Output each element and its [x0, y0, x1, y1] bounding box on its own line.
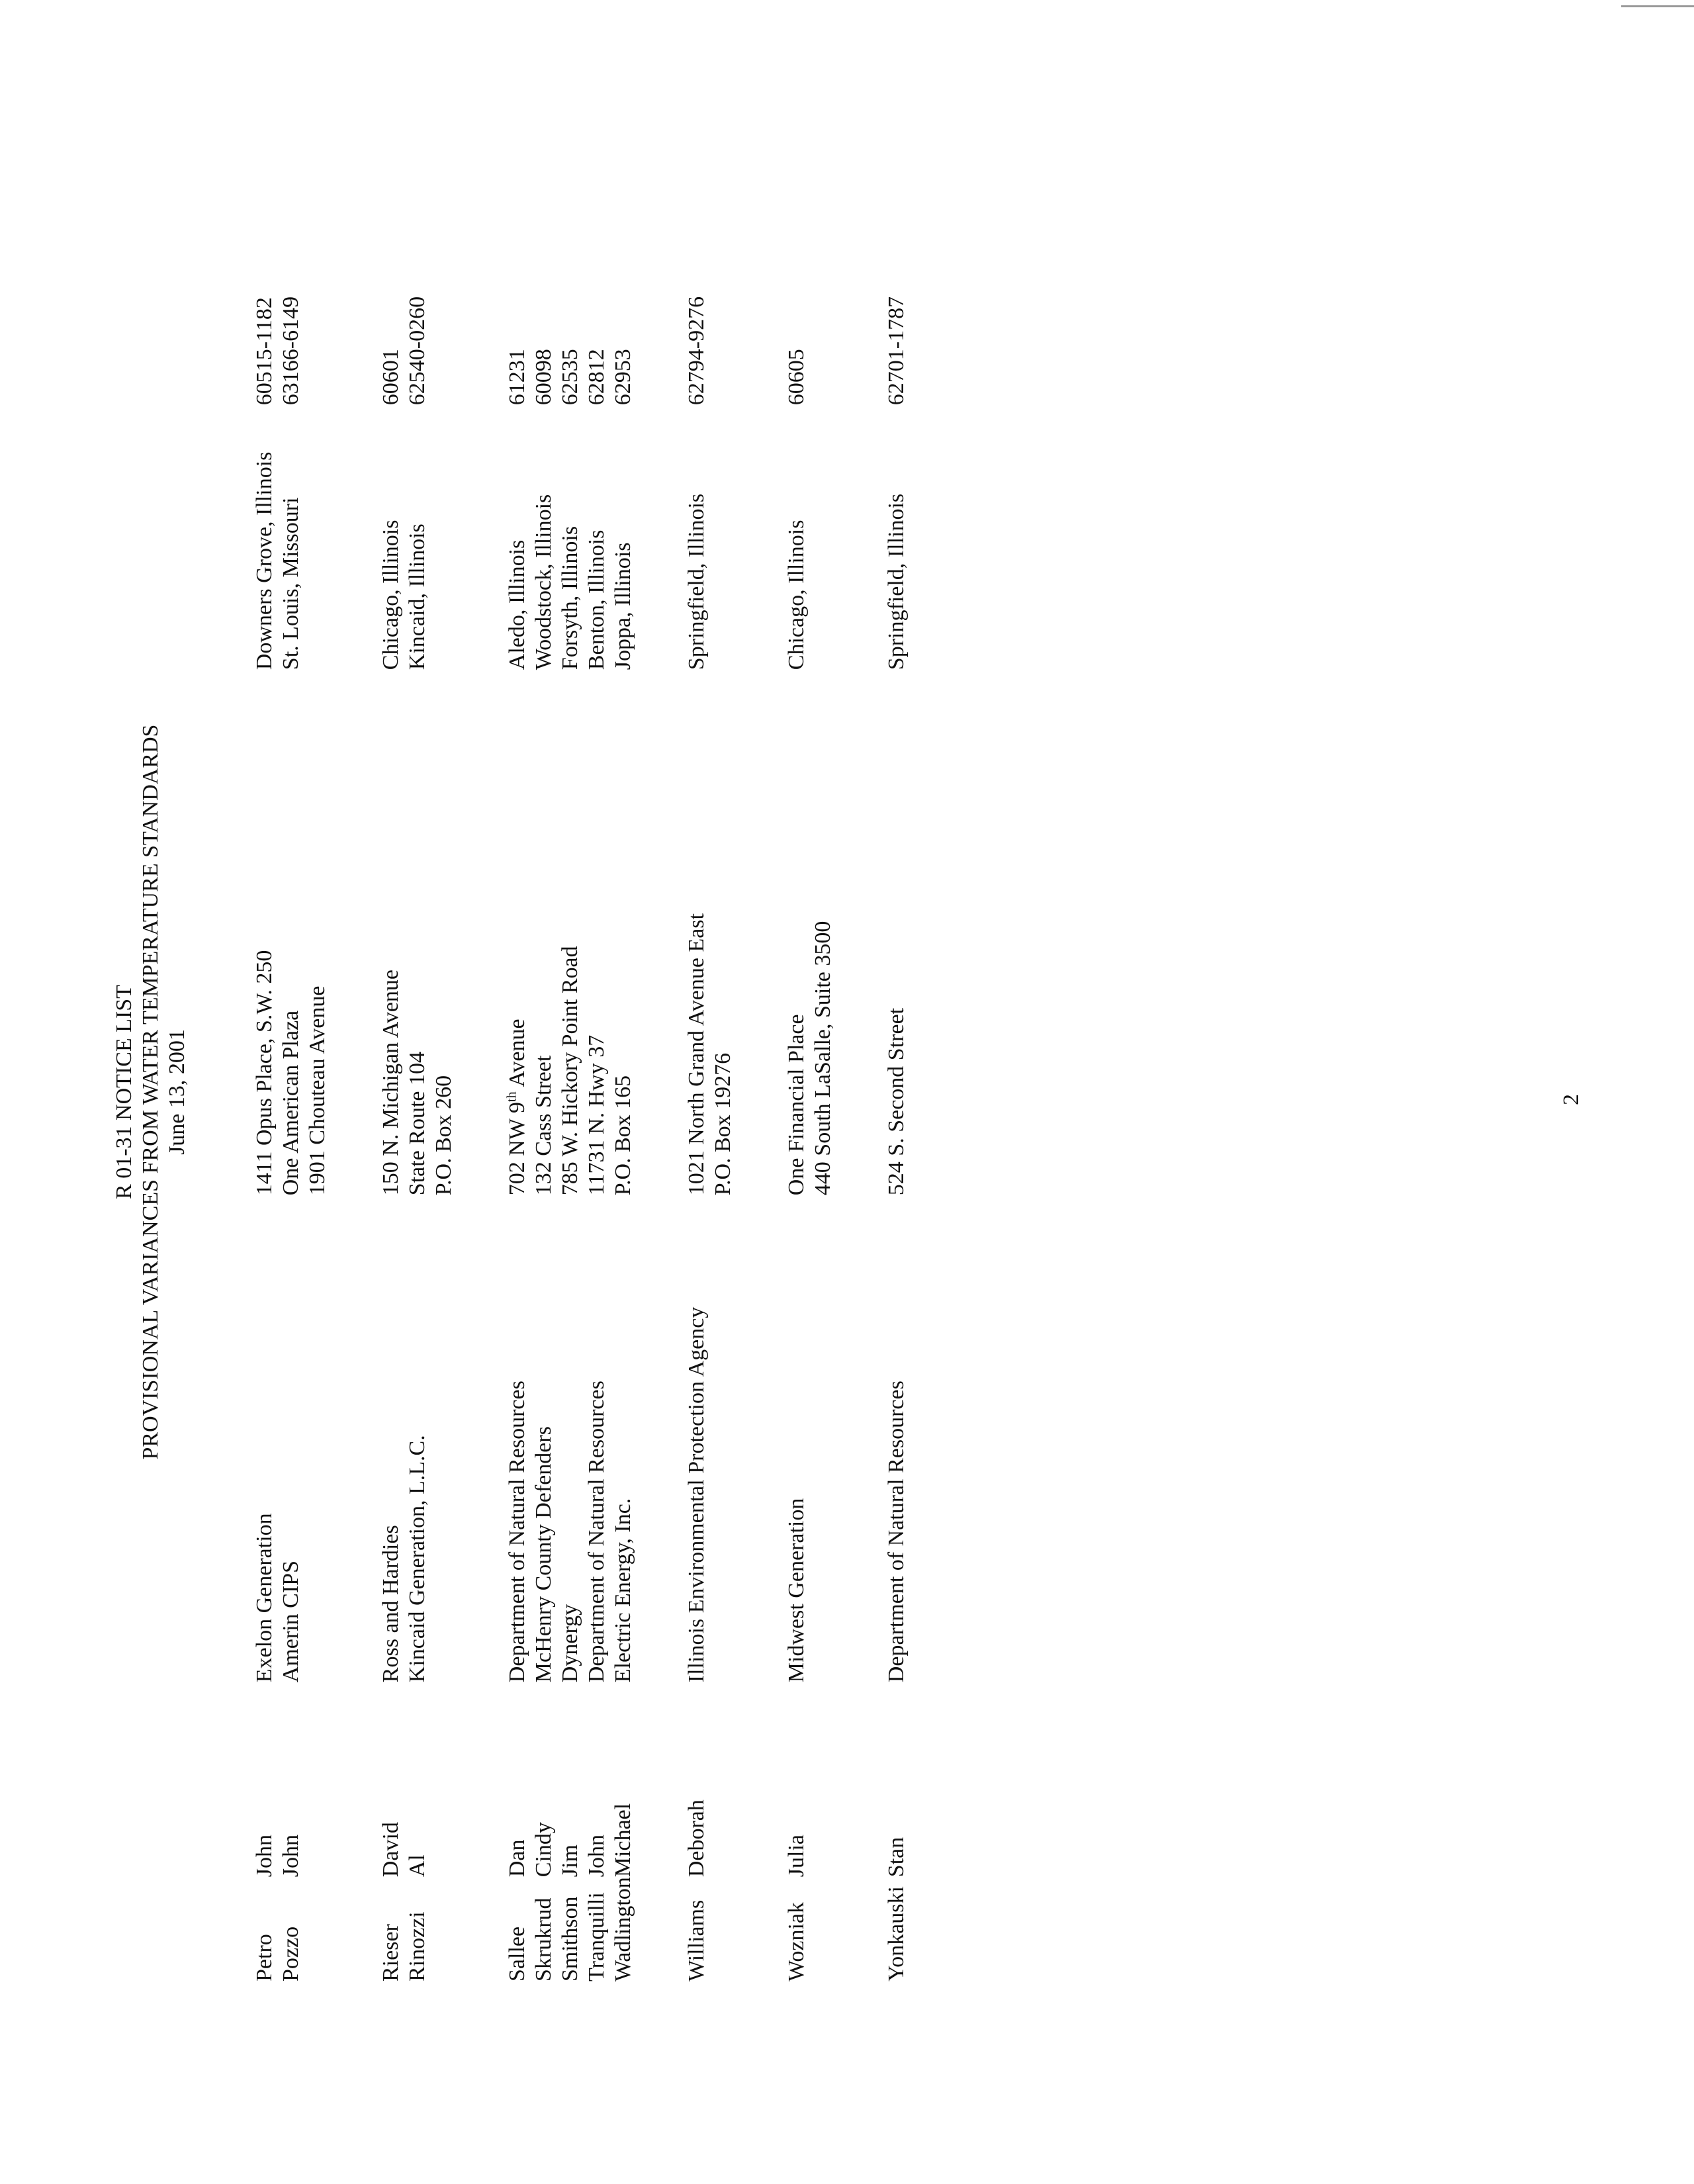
- organization: Amerin CIPS: [279, 1561, 303, 1683]
- address-line: 150 N. Michigan Avenue: [379, 969, 403, 1196]
- city-state: Forsyth, Illinois: [558, 525, 582, 670]
- street-address: [404, 670, 457, 1195]
- group-separator: [637, 273, 684, 1981]
- zip-code: 62540-0260: [405, 296, 429, 406]
- group-separator: [736, 273, 783, 1981]
- first-name: John: [584, 1834, 609, 1878]
- page-number: 2: [1559, 1094, 1583, 1105]
- recipient-row: [684, 273, 736, 1981]
- zip-code: 63166-6149: [279, 296, 303, 406]
- organization: Illinois Environmental Protection Agency: [684, 1306, 709, 1683]
- organization: Midwest Generation: [784, 1498, 809, 1683]
- address-line: 440 South LaSalle, Suite 3500: [811, 921, 835, 1196]
- address-line: State Route 104: [405, 1051, 429, 1196]
- zip-code: 62812: [584, 349, 609, 406]
- last-name: Tranquilli: [584, 1892, 609, 1981]
- address-line: 1411 Opus Place, S.W. 250: [252, 950, 277, 1196]
- organization: Exelon Generation: [252, 1513, 277, 1683]
- organization: Department of Natural Resources: [505, 1381, 529, 1683]
- first-name: Cindy: [531, 1822, 556, 1878]
- last-name: Wadlington: [611, 1877, 635, 1981]
- organization: Electric Energy, Inc.: [611, 1498, 635, 1683]
- zip-code: 61231: [505, 349, 529, 406]
- city-state: St. Louis, Missouri: [279, 497, 303, 670]
- notice-list-title: R 01-31 NOTICE LIST: [112, 985, 136, 1199]
- address-line: 1901 Chouteau Avenue: [305, 985, 330, 1196]
- zip-code: 60601: [379, 349, 403, 406]
- street-address: [378, 670, 404, 1195]
- zip-code: 60098: [531, 349, 556, 406]
- group-separator: [836, 273, 883, 1981]
- last-name: Wozniak: [784, 1902, 809, 1981]
- street-address: [251, 670, 278, 1195]
- zip-code: 60515-1182: [252, 297, 277, 406]
- first-name: Jim: [558, 1844, 582, 1878]
- document-date: June 13, 2001: [165, 1029, 189, 1155]
- first-name: John: [252, 1834, 277, 1878]
- city-state: Chicago, Illinois: [784, 520, 809, 670]
- address-line: One Financial Place: [784, 1014, 809, 1196]
- address-line: P.O. Box 260: [431, 1075, 456, 1196]
- document-subtitle: PROVISIONAL VARIANCES FROM WATER TEMPERATURE STANDARDS: [138, 724, 163, 1460]
- recipient-row: [783, 273, 836, 1981]
- last-name: Rieser: [379, 1924, 403, 1981]
- street-address: [783, 670, 836, 1195]
- address-line: P.O. Box 19276: [711, 1052, 735, 1196]
- street-address: [883, 670, 910, 1195]
- recipient-row: [278, 273, 331, 1981]
- address-line: 11731 N. Hwy 37: [584, 1034, 609, 1196]
- zip-code: 62701-1787: [884, 296, 909, 406]
- last-name: Skrukrud: [531, 1897, 556, 1981]
- address-line: 1021 North Grand Avenue East: [684, 913, 709, 1196]
- organization: McHenry County Defenders: [531, 1426, 556, 1683]
- recipient-row: [557, 273, 584, 1981]
- street-address: [584, 670, 610, 1195]
- first-name: Michael: [611, 1803, 635, 1878]
- address-line: One American Plaza: [279, 1010, 303, 1196]
- zip-code: 62535: [558, 349, 582, 406]
- last-name: Yonkauski: [884, 1886, 909, 1981]
- zip-code: 62794-9276: [684, 296, 709, 406]
- notice-list-table: [251, 273, 910, 1981]
- zip-code: 62953: [611, 349, 635, 406]
- first-name: John: [279, 1834, 303, 1878]
- city-state: Downers Grove, Illinois: [252, 451, 277, 670]
- street-address: [684, 670, 736, 1195]
- last-name: Smithson: [558, 1896, 582, 1981]
- recipient-row: [610, 273, 637, 1981]
- recipient-row: [251, 273, 278, 1981]
- last-name: Williams: [684, 1899, 709, 1981]
- address-line: 702 NW 9th Avenue: [504, 1019, 529, 1196]
- address-line: 132 Cass Street: [531, 1055, 556, 1196]
- organization: Department of Natural Resources: [584, 1381, 609, 1683]
- last-name: Pozzo: [279, 1926, 303, 1981]
- recipient-row: [404, 273, 457, 1981]
- organization: Department of Natural Resources: [884, 1381, 909, 1683]
- city-state: Chicago, Illinois: [379, 520, 403, 670]
- street-address: [531, 670, 557, 1195]
- city-state: Joppa, Illinois: [611, 542, 635, 670]
- first-name: Al: [405, 1854, 429, 1878]
- recipient-row: [883, 273, 910, 1981]
- address-line: P.O. Box 165: [611, 1075, 635, 1196]
- recipient-row: [504, 273, 531, 1981]
- notice-list-body: [251, 273, 910, 1981]
- recipient-row: [584, 273, 610, 1981]
- organization: Kincaid Generation, L.L.C.: [405, 1435, 429, 1683]
- city-state: Woodstock, Illinois: [531, 494, 556, 670]
- group-separator: [331, 273, 378, 1981]
- recipient-row: [531, 273, 557, 1981]
- address-line: 524 S. Second Street: [884, 1007, 909, 1196]
- last-name: Petro: [252, 1934, 277, 1981]
- city-state: Aledo, Illinois: [505, 539, 529, 670]
- document-header: [111, 0, 191, 2184]
- first-name: David: [379, 1822, 403, 1878]
- street-address: [557, 670, 584, 1195]
- city-state: Kincaid, Illinois: [405, 523, 429, 670]
- last-name: Rinozzi: [405, 1911, 429, 1981]
- last-name: Sallee: [505, 1926, 529, 1981]
- city-state: Benton, Illinois: [584, 529, 609, 670]
- organization: Ross and Hardies: [379, 1525, 403, 1683]
- first-name: Deborah: [684, 1799, 709, 1878]
- recipient-row: [378, 273, 404, 1981]
- first-name: Stan: [884, 1837, 909, 1878]
- zip-code: 60605: [784, 349, 809, 406]
- organization: Dynergy: [558, 1604, 582, 1683]
- street-address: [278, 670, 331, 1195]
- street-address: [504, 670, 531, 1195]
- city-state: Springfield, Illinois: [884, 493, 909, 670]
- city-state: Springfield, Illinois: [684, 493, 709, 670]
- first-name: Julia: [784, 1834, 809, 1878]
- first-name: Dan: [505, 1839, 529, 1878]
- group-separator: [457, 273, 504, 1981]
- address-line: 785 W. Hickory Point Road: [558, 946, 582, 1196]
- street-address: [610, 670, 637, 1195]
